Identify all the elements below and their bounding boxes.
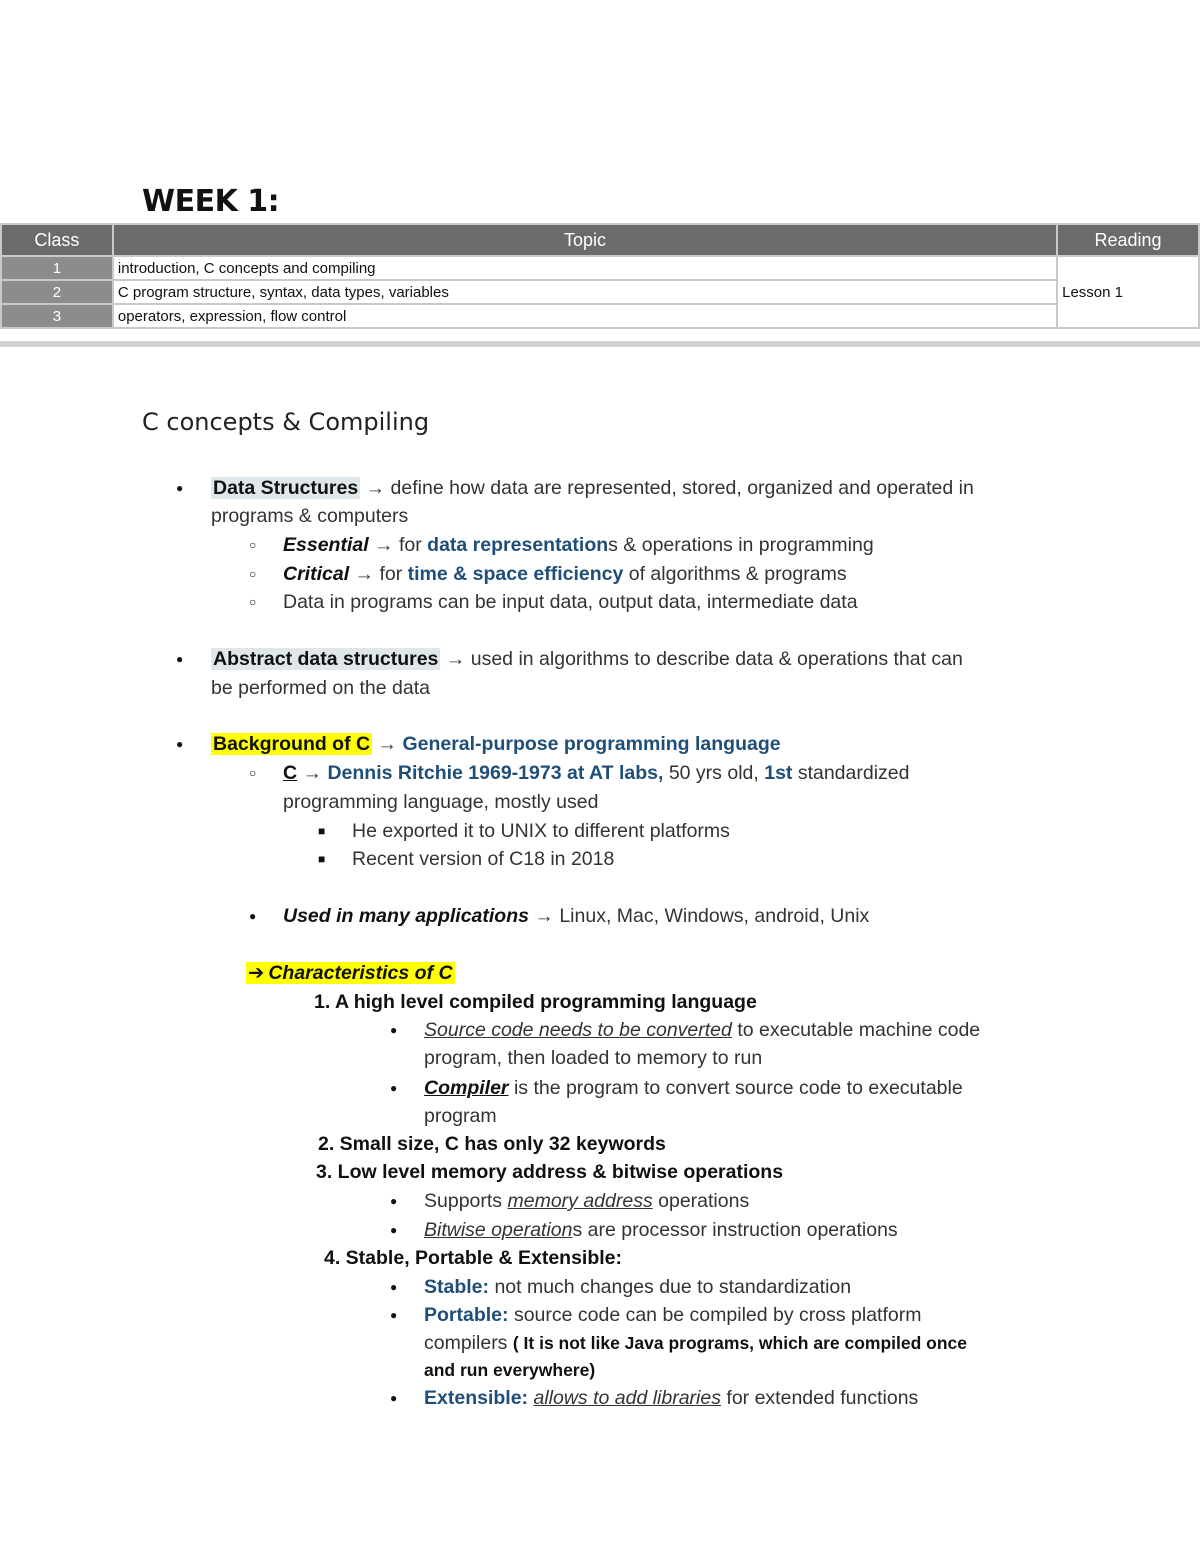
extensible-term: Extensible: xyxy=(424,1387,529,1409)
c1b-rest: is the program to convert source code to executable xyxy=(513,1077,963,1099)
ads-def: → used in algorithms to describe data & operations that can xyxy=(445,648,963,670)
bg-arrow: → xyxy=(377,733,398,755)
section-title: C concepts & Compiling xyxy=(142,408,430,436)
characteristic-4: 4. Stable, Portable & Extensible: xyxy=(324,1247,623,1269)
c-first: 1st xyxy=(764,762,793,784)
compiler-term: Compiler xyxy=(424,1077,509,1099)
list-item xyxy=(424,1016,980,1044)
table-cutoff-row xyxy=(0,341,1200,347)
essential-post: s & operations in programming xyxy=(608,534,874,556)
essential-key: data representation xyxy=(427,534,609,556)
class-number: 1 xyxy=(1,256,113,280)
table-header-row xyxy=(1,224,1199,256)
list-item xyxy=(211,474,974,502)
bg-def: General-purpose programming language xyxy=(402,733,781,755)
c-std: standardized xyxy=(797,762,910,784)
class-number: 2 xyxy=(1,280,113,304)
bullet-disc-icon: ● xyxy=(176,481,184,495)
list-item xyxy=(424,1384,918,1412)
stable-term: Stable: xyxy=(424,1276,490,1298)
schedule-table xyxy=(0,223,1200,329)
week-title: WEEK 1: xyxy=(142,184,280,219)
list-item xyxy=(283,902,869,930)
list-item xyxy=(424,1216,898,1244)
c1a-line2: program, then loaded to memory to run xyxy=(424,1047,763,1069)
c-term: C xyxy=(283,762,298,784)
list-item: Recent version of C18 in 2018 xyxy=(352,848,615,870)
bullet-circle-icon: ○ xyxy=(249,567,257,581)
characteristic-1: 1. A high level compiled programming language xyxy=(314,991,757,1013)
c3a-pre: Supports xyxy=(424,1190,503,1212)
critical-pre: → for xyxy=(354,563,403,585)
portable-term: Portable: xyxy=(424,1304,509,1326)
list-item xyxy=(246,959,455,987)
list-item xyxy=(283,560,847,588)
bullet-disc-icon: ● xyxy=(390,1223,398,1237)
ads-def-cont: be performed on the data xyxy=(211,677,430,699)
bullet-disc-icon: ● xyxy=(390,1023,398,1037)
header-reading: Reading xyxy=(1057,224,1199,256)
bullet-circle-icon: ○ xyxy=(249,766,257,780)
essential-pre: → for xyxy=(374,534,422,556)
header-class: Class xyxy=(1,224,113,256)
extensible-underlined: allows to add libraries xyxy=(533,1387,721,1409)
arrow-right-icon: ➔ xyxy=(248,962,265,984)
stable-def: not much changes due to standardization xyxy=(494,1276,852,1298)
bullet-disc-icon: ● xyxy=(176,737,184,751)
bg-term: Background of C xyxy=(213,733,371,755)
c-ritchie: Dennis Ritchie 1969-1973 at AT labs, xyxy=(327,762,664,784)
list-item xyxy=(424,1187,749,1215)
portable-def: source code can be compiled by cross platform xyxy=(513,1304,922,1326)
c1b-line2: program xyxy=(424,1105,497,1127)
list-item: Data in programs can be input data, output data, intermediate data xyxy=(283,591,858,613)
ds-def: → define how data are represented, stored, organized and operated in xyxy=(365,477,974,499)
bullet-disc-icon: ● xyxy=(390,1081,398,1095)
used-term: Used in many applications xyxy=(283,905,529,927)
list-item xyxy=(211,730,781,758)
c3b-post: s are processor instruction operations xyxy=(572,1219,898,1241)
bullet-disc-icon: ● xyxy=(390,1194,398,1208)
characteristic-3: 3. Low level memory address & bitwise operations xyxy=(316,1161,784,1183)
reading-cell: Lesson 1 xyxy=(1057,256,1199,328)
bullet-circle-icon: ○ xyxy=(249,595,257,609)
list-item: He exported it to UNIX to different platforms xyxy=(352,820,730,842)
characteristics-term: Characteristics of C xyxy=(268,962,453,984)
bullet-square-icon: ■ xyxy=(318,824,326,838)
essential-term: Essential xyxy=(283,534,369,556)
header-topic: Topic xyxy=(113,224,1057,256)
topic-cell: operators, expression, flow control xyxy=(113,304,1057,328)
bullet-square-icon: ■ xyxy=(318,852,326,866)
list-item xyxy=(424,1074,963,1102)
portable-line2-bold: ( It is not like Java programs, which are compiled once xyxy=(512,1333,968,1353)
extensible-post: for extended functions xyxy=(726,1387,919,1409)
bullet-disc-icon: ● xyxy=(390,1391,398,1405)
c1a-underlined: Source code needs to be converted xyxy=(424,1019,732,1041)
ads-term: Abstract data structures xyxy=(213,648,439,670)
portable-line2-pre: compilers xyxy=(424,1332,508,1354)
bullet-disc-icon: ● xyxy=(390,1308,398,1322)
topic-cell: introduction, C concepts and compiling xyxy=(113,256,1057,280)
characteristic-2: 2. Small size, C has only 32 keywords xyxy=(318,1133,666,1155)
c3a-post: operations xyxy=(658,1190,750,1212)
class-number: 3 xyxy=(1,304,113,328)
portable-line3: and run everywhere) xyxy=(424,1360,596,1380)
c-age: 50 yrs old, xyxy=(668,762,759,784)
c3a-underlined: memory address xyxy=(507,1190,653,1212)
list-item xyxy=(424,1301,921,1329)
list-item xyxy=(283,531,874,559)
used-def: → Linux, Mac, Windows, android, Unix xyxy=(534,905,870,927)
critical-key: time & space efficiency xyxy=(407,563,624,585)
c-arrow: → xyxy=(302,762,323,784)
ds-term: Data Structures xyxy=(213,477,359,499)
portable-line2 xyxy=(424,1329,967,1357)
bullet-circle-icon: ○ xyxy=(249,538,257,552)
c-line2: programming language, mostly used xyxy=(283,791,599,813)
table-row xyxy=(1,304,1199,328)
bullet-disc-icon: ● xyxy=(390,1280,398,1294)
c1a-rest: to executable machine code xyxy=(737,1019,981,1041)
table-row xyxy=(1,256,1199,280)
c3b-underlined: Bitwise operation xyxy=(424,1219,573,1241)
bullet-disc-icon: ● xyxy=(249,909,257,923)
list-item xyxy=(283,759,910,787)
list-item xyxy=(211,645,963,673)
critical-post: of algorithms & programs xyxy=(628,563,847,585)
table-row xyxy=(1,280,1199,304)
bullet-disc-icon: ● xyxy=(176,652,184,666)
critical-term: Critical xyxy=(283,563,350,585)
list-item xyxy=(424,1273,851,1301)
ds-def-cont: programs & computers xyxy=(211,505,409,527)
topic-cell: C program structure, syntax, data types, variables xyxy=(113,280,1057,304)
